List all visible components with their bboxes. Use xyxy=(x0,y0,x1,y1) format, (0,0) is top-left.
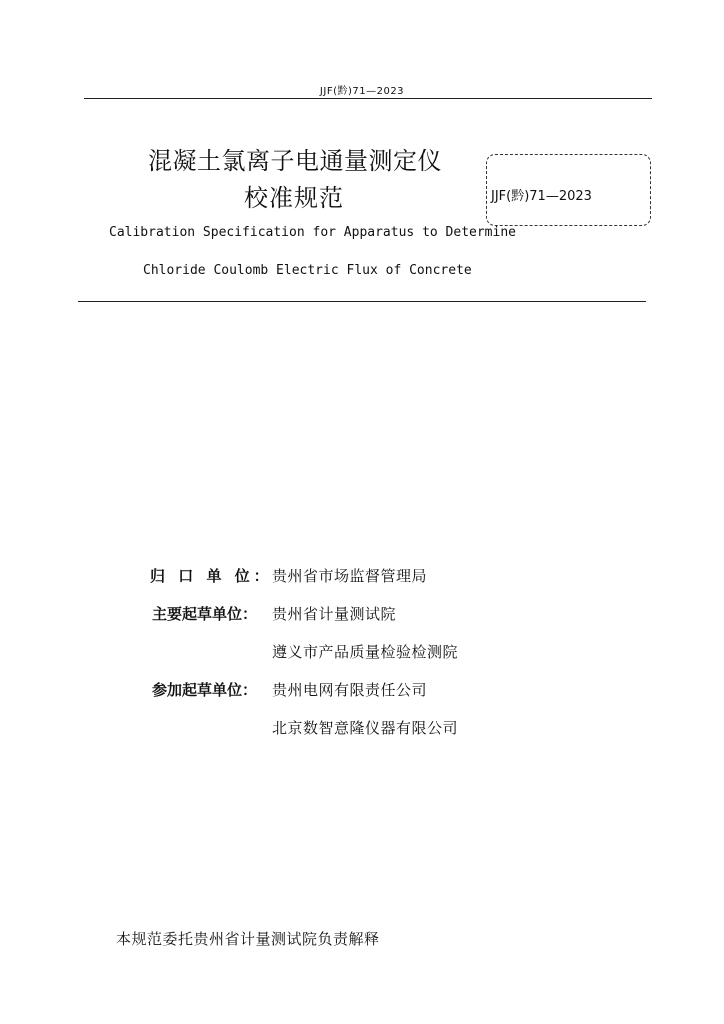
main-drafting-unit-1: 贵州省计量测试院 xyxy=(272,605,397,623)
responsible-unit-label: 归 口 单 位： xyxy=(150,567,273,585)
header-divider xyxy=(84,98,652,99)
chinese-title-line-2: 校准规范 xyxy=(244,184,344,212)
chinese-title-line-1: 混凝土氯离子电通量测定仪 xyxy=(148,147,442,175)
participating-unit-1: 贵州电网有限责任公司 xyxy=(272,681,428,699)
participating-unit-2: 北京数智意隆仪器有限公司 xyxy=(272,719,459,737)
english-title-line-1: Calibration Specification for Apparatus to Determine xyxy=(109,225,516,240)
responsible-unit-value: 贵州省市场监督管理局 xyxy=(272,567,428,585)
main-drafting-unit-2: 遵义市产品质量检验检测院 xyxy=(272,643,459,661)
header-standard-code: JJF(黔)71—2023 xyxy=(319,86,405,97)
main-drafting-unit-label: 主要起草单位： xyxy=(152,605,258,623)
english-title-line-2: Chloride Coulomb Electric Flux of Concrete xyxy=(143,263,472,278)
participating-unit-label: 参加起草单位： xyxy=(152,681,258,699)
title-divider xyxy=(78,301,646,302)
standard-code: JJF(黔)71—2023 xyxy=(491,189,592,204)
interpretation-note: 本规范委托贵州省计量测试院负责解释 xyxy=(116,930,380,948)
